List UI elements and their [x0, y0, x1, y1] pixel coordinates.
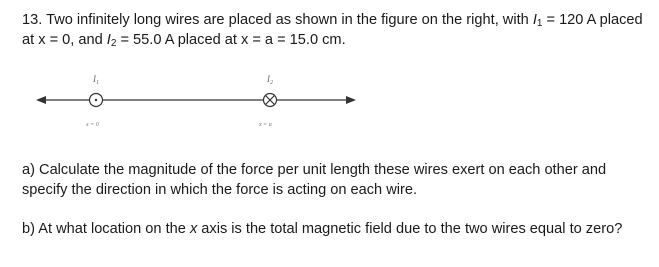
right-arrow-icon — [346, 96, 356, 104]
part-a-question: a) Calculate the magnitude of the force per unit length these wires exert on each other and specify the direction in which the force is acting on each wire. — [22, 162, 607, 198]
i1-value: = 120 A placed at x = 0, and — [22, 12, 643, 48]
label-x0: x = 0 — [86, 122, 99, 128]
label-i2: $I_2$ — [267, 74, 273, 86]
problem-intro: Two infinitely long wires are placed as shown in the figure on the right, with — [46, 12, 533, 28]
i2-symbol: I — [106, 32, 111, 48]
i2-value: = 55.0 A placed at x = a = 15.0 cm. — [116, 32, 346, 48]
part-b-prefix: b) At what location on the — [22, 221, 190, 237]
i2-subscript: 2 — [110, 38, 117, 49]
problem-number: 13. — [22, 12, 43, 28]
wires-figure — [30, 68, 360, 138]
wire1-dot-icon — [95, 99, 97, 101]
problem-statement — [22, 10, 650, 50]
left-arrow-icon — [36, 96, 46, 104]
part-b-question — [22, 219, 650, 239]
i1-symbol: I — [532, 12, 537, 28]
label-xa: x = a — [259, 122, 272, 128]
i1-subscript: 1 — [536, 18, 543, 29]
part-b-axis-var: x — [189, 221, 198, 237]
part-b-suffix: axis is the total magnetic field due to the two wires equal to zero? — [197, 221, 623, 237]
label-i1: $I_1$ — [93, 74, 99, 86]
